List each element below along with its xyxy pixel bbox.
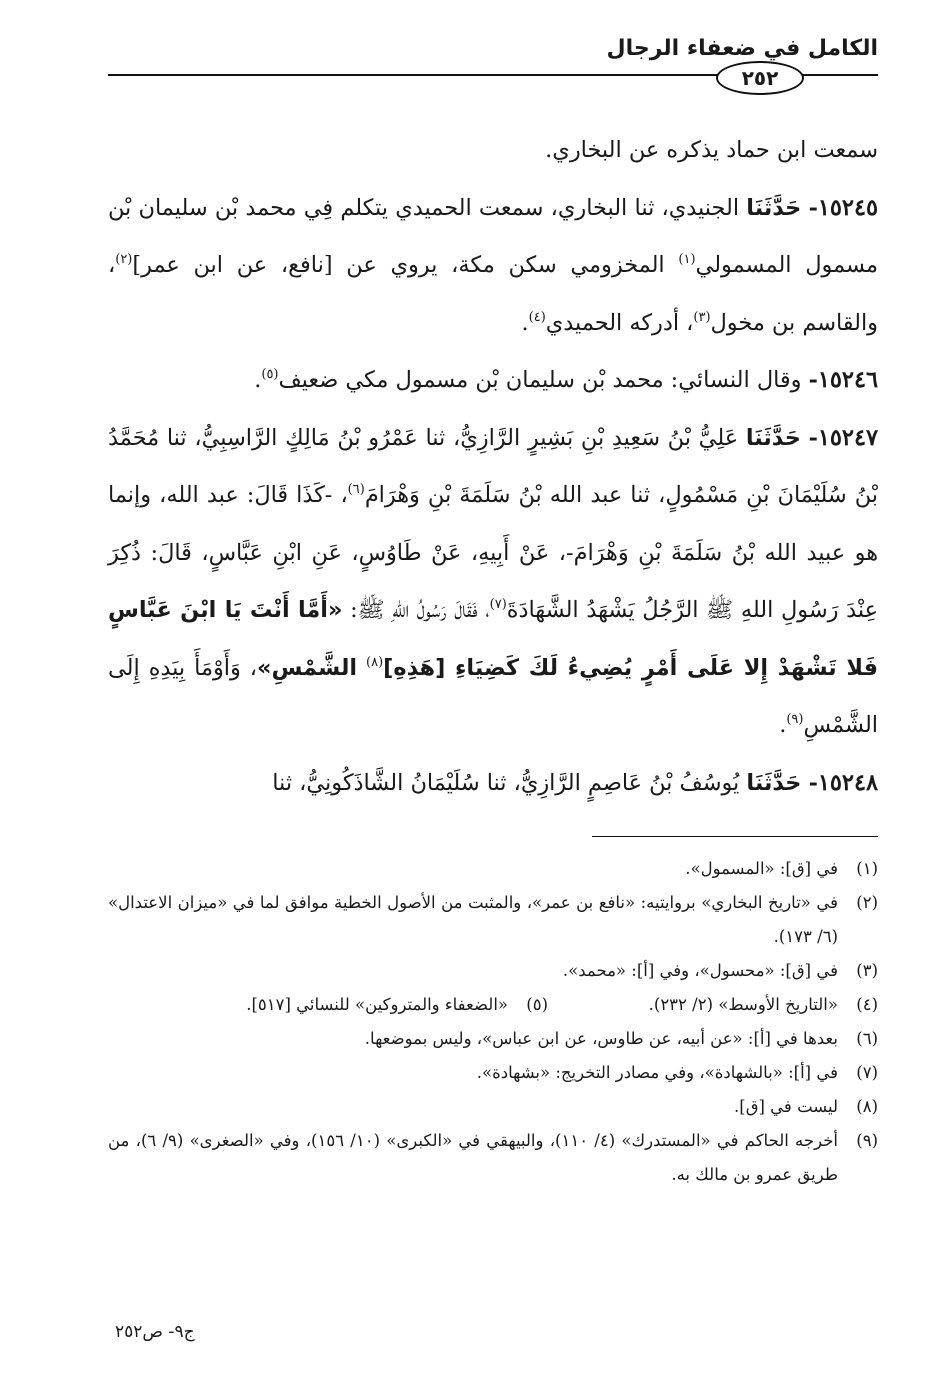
footnotes	[108, 852, 878, 1192]
footnote-item	[108, 1022, 878, 1056]
entry-number: ١٥٢٤٦-	[808, 367, 878, 393]
footnote-ref[interactable]: (٨)	[366, 654, 384, 670]
footnote-item	[108, 954, 878, 988]
paragraph-15245: ١٥٢٤٥- حَدَّثَنَا الجنيدي، ثنا البخاري، سمعت الحميدي يتكلم فِي محمد بْن سليمان بْن مسمول المسمولي$^{(١)}$ المخزومي سكن مكة، يروي عن [نافع، عن ابن عمر]$^{(٢)}$، والقاسم بن مخول$^{(٣)}$، أدركه الحميدي$^{(٤)}$.	[108, 194, 878, 336]
footnote-item	[246, 988, 548, 1022]
footnote-item	[108, 1090, 878, 1124]
paragraph-15246: ١٥٢٤٦- وقال النسائي: محمد بْن سليمان بْن مسمول مكي ضعيف$^{(٥)}$.	[254, 367, 878, 393]
footnote-marker: (٣)	[856, 961, 878, 980]
footnote-text: بعدها في [أ]: «عن أبيه، عن طاوس، عن ابن عباس»، وليس بموضعها.	[364, 1029, 838, 1048]
footnote-marker: (٥)	[526, 995, 548, 1014]
footnote-marker: (١)	[856, 859, 878, 878]
volume-page-reference: ج٩- ص٢٥٢	[115, 1322, 195, 1342]
footnote-text: أخرجه الحاكم في «المستدرك» (٤/ ١١٠)، والبيهقي في «الكبرى» (١٠/ ١٥٦)، وفي «الصغرى» (٩/ ٦)، من طريق عمرو بن مالك به.	[108, 1131, 838, 1184]
footnote-marker: (٨)	[856, 1097, 878, 1116]
footnote-ref[interactable]: (١)	[678, 252, 696, 267]
entry-number: ١٥٢٤٥-	[808, 194, 878, 221]
footnote-item	[108, 1124, 878, 1192]
footnote-text: في «تاريخ البخاري» بروايتيه: «نافع بن عمر»، والمثبت من الأصول الخطية موافق لما في «ميزان الاعتدال» (٦/ ١٧٣).	[108, 893, 838, 946]
hadith-text: «أَمَّا أَنْتَ يَا ابْنَ عَبَّاسٍ فَلا تَشْهَدْ إِلا عَلَى أَمْرٍ يُضِيءُ لَكَ كَضِيَاءِ [هَذِهِ]	[108, 597, 878, 681]
footnote-row-combined	[108, 988, 878, 1022]
book-title: الكامل في ضعفاء الرجال	[606, 36, 878, 61]
narration-keyword: حَدَّثَنَا	[746, 769, 802, 796]
page-header	[108, 36, 878, 96]
footnote-marker: (٦)	[856, 1029, 878, 1048]
footnote-item	[548, 988, 878, 1022]
footnote-item	[108, 886, 878, 954]
footnote-ref[interactable]: (٧)	[489, 597, 507, 612]
footnote-ref[interactable]: (٦)	[347, 482, 365, 497]
footnote-text: ليست في [ق].	[734, 1097, 838, 1116]
footnote-marker: (٢)	[856, 893, 878, 912]
footnote-marker: (٩)	[856, 1131, 878, 1150]
page-number: ٢٥٢	[716, 61, 804, 95]
paragraph-15247: ١٥٢٤٧- حَدَّثَنَا عَلِيُّ بْنُ سَعِيدِ بْنِ بَشِيرٍ الرَّازِيُّ، ثنا عَمْرُو بْنُ مَالِكٍ الرَّاسِبِيُّ، ثنا مُحَمَّدُ بْنُ سُلَيْمَانَ بْنِ مَسْمُولٍ، ثنا عبد الله بْنُ سَلَمَةَ بْنِ وَهْرَامَ$^{(٦)}$، -كَذَا قَالَ: عبد الله، وإنما هو عبيد الله بْنُ سَلَمَةَ بْنِ وَهْرَامَ-، عَنْ أَبِيهِ، عَنْ طَاوُسٍ، عَنِ ابْنِ عَبَّاسٍ، قَالَ: ذُكِرَ عِنْدَ رَسُولِ اللهِ ﷺ الرَّجُلُ يَشْهَدُ الشَّهَادَةَ$^{(٧)}$، فَقَالَ رَسُولُ اللهِ ﷺ: «أَمَّا أَنْتَ يَا ابْنَ عَبَّاسٍ فَلا تَشْهَدْ إِلا عَلَى أَمْرٍ يُضِيءُ لَكَ كَضِيَاءِ [هَذِهِ]$^{(٨)}$ الشَّمْسِ»، وَأَوْمَأَ بِيَدِهِ إِلَى الشَّمْسِ$^{(٩)}$.	[108, 424, 879, 738]
narration-keyword: حَدَّثَنَا	[745, 424, 801, 451]
footnote-text: «التاريخ الأوسط» (٢/ ٢٣٢).	[648, 995, 838, 1014]
footnote-ref[interactable]: (٥)	[261, 367, 279, 382]
footnote-text: في [ق]: «المسمول».	[685, 859, 838, 878]
footnote-text: في [ق]: «محسول»، وفي [أ]: «محمد».	[562, 961, 838, 980]
footnote-item	[108, 1056, 878, 1090]
footnote-ref[interactable]: (٩)	[786, 712, 804, 727]
narration-keyword: حَدَّثَنَا	[746, 194, 802, 221]
entry-number: ١٥٢٤٧-	[808, 424, 879, 451]
footnote-separator	[592, 836, 878, 837]
footnote-marker: (٧)	[856, 1063, 878, 1082]
footnote-ref[interactable]: (٤)	[528, 309, 546, 325]
entry-number: ١٥٢٤٨-	[808, 769, 878, 796]
footnote-marker: (٤)	[856, 995, 878, 1014]
hadith-text-end: الشَّمْسِ»	[257, 654, 358, 681]
footnote-ref[interactable]: (٣)	[693, 309, 711, 325]
paragraph-15248: ١٥٢٤٨- حَدَّثَنَا يُوسُفُ بْنُ عَاصِمٍ الرَّازِيُّ، ثنا سُلَيْمَانُ الشَّاذَكُونِيُّ، ثنا	[272, 769, 878, 796]
main-text	[108, 122, 878, 812]
footnote-item	[108, 852, 878, 886]
footnote-ref[interactable]: (٢)	[115, 252, 133, 267]
footnote-text: في [أ]: «بالشهادة»، وفي مصادر التخريج: «بشهادة».	[476, 1063, 838, 1082]
intro-line: سمعت ابن حماد يذكره عن البخاري.	[545, 137, 878, 163]
footnote-text: «الضعفاء والمتروكين» للنسائي [٥١٧].	[246, 995, 508, 1014]
